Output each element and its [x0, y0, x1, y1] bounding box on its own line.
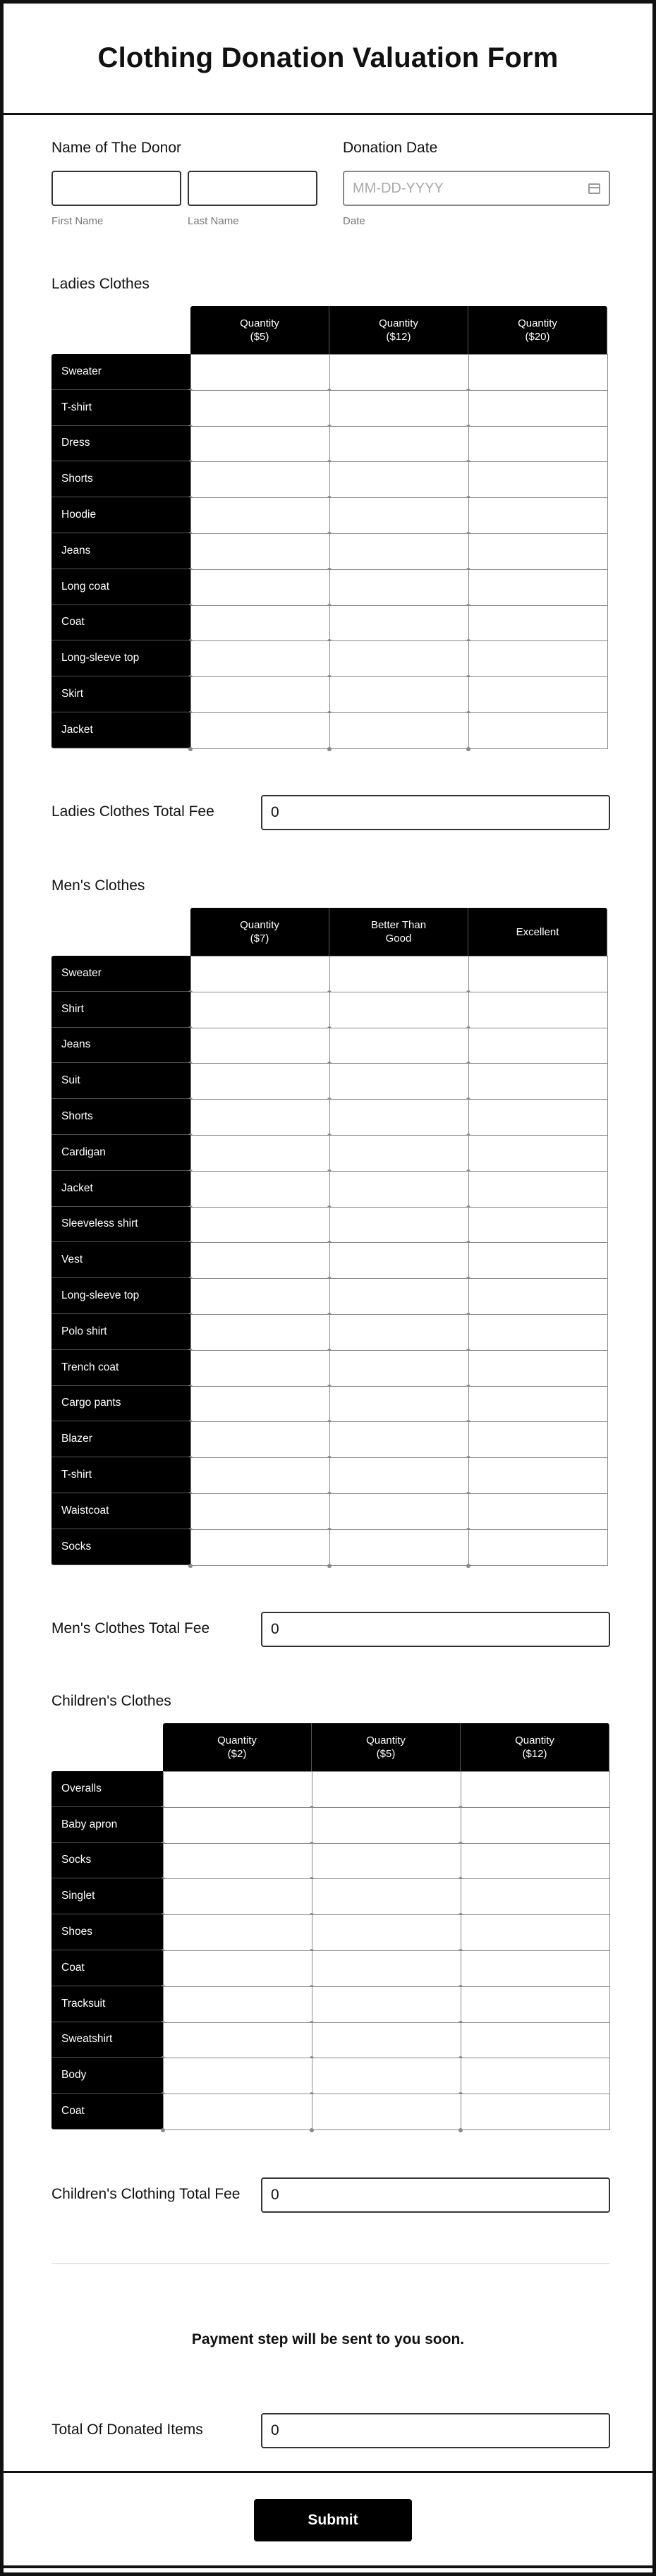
- children-quantity-cell[interactable]: [163, 1986, 312, 2023]
- men-quantity-cell[interactable]: [190, 1028, 330, 1064]
- ladies-quantity-cell[interactable]: [329, 605, 469, 642]
- children-quantity-cell[interactable]: [312, 1771, 461, 1808]
- ladies-quantity-cell[interactable]: [468, 354, 608, 391]
- children-quantity-cell[interactable]: [312, 1986, 461, 2023]
- children-quantity-cell[interactable]: [312, 1807, 461, 1844]
- men-row-label: Suit: [51, 1063, 190, 1099]
- men-row-label: Cargo pants: [51, 1386, 190, 1422]
- men-quantity-cell[interactable]: [190, 1278, 330, 1315]
- ladies-quantity-cell[interactable]: [329, 426, 469, 463]
- men-quantity-cell[interactable]: [329, 1457, 469, 1494]
- ladies-row-label: Sweater: [51, 354, 190, 390]
- men-quantity-cell[interactable]: [468, 1207, 608, 1244]
- men-quantity-cell[interactable]: [329, 1207, 469, 1244]
- men-row-label: Sleeveless shirt: [51, 1207, 190, 1243]
- children-quantity-cell[interactable]: [461, 1843, 610, 1880]
- men-quantity-cell[interactable]: [190, 1386, 330, 1423]
- donor-name-label: Name of The Donor: [51, 140, 182, 156]
- children-row-label: Shoes: [51, 1914, 163, 1950]
- men-row-label: Long-sleeve top: [51, 1278, 190, 1314]
- calendar-icon[interactable]: [588, 183, 600, 194]
- ladies-quantity-cell[interactable]: [190, 569, 330, 606]
- men-quantity-cell[interactable]: [468, 1171, 608, 1208]
- bottom-border: [4, 2565, 652, 2568]
- form-title: Clothing Donation Valuation Form: [97, 42, 559, 73]
- children-quantity-cell[interactable]: [461, 2022, 610, 2059]
- children-quantity-cell[interactable]: [163, 1807, 312, 1844]
- men-row-label: Vest: [51, 1242, 190, 1278]
- ladies-row-label: Dress: [51, 426, 190, 462]
- ladies-quantity-cell[interactable]: [329, 640, 469, 677]
- men-quantity-cell[interactable]: [190, 1242, 330, 1279]
- children-quantity-cell[interactable]: [312, 1950, 461, 1987]
- ladies-quantity-cell[interactable]: [329, 569, 469, 606]
- children-column-header: Quantity ($5): [312, 1723, 461, 1771]
- children-quantity-cell[interactable]: [163, 1843, 312, 1880]
- ladies-quantity-cell[interactable]: [329, 354, 469, 391]
- ladies-clothes-grid: [51, 306, 607, 748]
- ladies-quantity-cell[interactable]: [190, 390, 330, 427]
- ladies-quantity-cell[interactable]: [190, 712, 330, 749]
- ladies-quantity-cell[interactable]: [468, 676, 608, 713]
- men-quantity-cell[interactable]: [468, 1099, 608, 1136]
- men-quantity-cell[interactable]: [468, 1063, 608, 1100]
- ladies-quantity-cell[interactable]: [468, 569, 608, 606]
- men-quantity-cell[interactable]: [468, 956, 608, 992]
- men-quantity-cell[interactable]: [468, 992, 608, 1028]
- children-row-label: Sweatshirt: [51, 2022, 163, 2058]
- children-total-label: Children's Clothing Total Fee: [51, 2186, 241, 2202]
- ladies-quantity-cell[interactable]: [468, 426, 608, 463]
- men-quantity-cell[interactable]: [468, 1278, 608, 1315]
- men-quantity-cell[interactable]: [329, 1493, 469, 1530]
- donation-date-label: Donation Date: [343, 140, 438, 156]
- men-quantity-cell[interactable]: [468, 1421, 608, 1458]
- men-quantity-cell[interactable]: [329, 1099, 469, 1136]
- men-quantity-cell[interactable]: [468, 1350, 608, 1387]
- ladies-row-label: Long coat: [51, 569, 190, 605]
- ladies-row-label: Hoodie: [51, 497, 190, 533]
- men-quantity-cell[interactable]: [329, 1171, 469, 1208]
- donated-items-input[interactable]: 0: [261, 2413, 610, 2448]
- ladies-section-title: Ladies Clothes: [51, 276, 150, 292]
- men-quantity-cell[interactable]: [329, 1028, 469, 1064]
- men-quantity-cell[interactable]: [329, 1135, 469, 1172]
- children-quantity-cell[interactable]: [461, 2094, 610, 2130]
- men-total-input[interactable]: 0: [261, 1612, 610, 1647]
- children-quantity-cell[interactable]: [312, 1878, 461, 1915]
- men-total-label: Men's Clothes Total Fee: [51, 1620, 210, 1636]
- men-quantity-cell[interactable]: [329, 1314, 469, 1351]
- men-column-header: Excellent: [468, 908, 607, 956]
- men-row-label: Socks: [51, 1529, 190, 1565]
- men-row-label: Polo shirt: [51, 1314, 190, 1350]
- men-quantity-cell[interactable]: [329, 956, 469, 992]
- men-row-label: Shirt: [51, 992, 190, 1028]
- ladies-quantity-cell[interactable]: [468, 605, 608, 642]
- men-column-header: Better Than Good: [329, 908, 468, 956]
- ladies-quantity-cell[interactable]: [329, 497, 469, 534]
- children-row-label: Tracksuit: [51, 1986, 163, 2022]
- ladies-quantity-cell[interactable]: [468, 640, 608, 677]
- children-quantity-cell[interactable]: [461, 1950, 610, 1987]
- children-quantity-cell[interactable]: [461, 1986, 610, 2023]
- last-name-sublabel: Last Name: [188, 215, 239, 227]
- children-quantity-cell[interactable]: [461, 1878, 610, 1915]
- men-quantity-cell[interactable]: [190, 1529, 330, 1566]
- section-divider: [51, 2263, 610, 2264]
- children-row-label: Socks: [51, 1843, 163, 1879]
- men-quantity-cell[interactable]: [329, 1063, 469, 1100]
- men-quantity-cell[interactable]: [468, 1314, 608, 1351]
- children-quantity-cell[interactable]: [312, 2022, 461, 2059]
- ladies-quantity-cell[interactable]: [468, 461, 608, 498]
- children-quantity-cell[interactable]: [163, 1878, 312, 1915]
- men-quantity-cell[interactable]: [329, 992, 469, 1028]
- men-quantity-cell[interactable]: [190, 1350, 330, 1387]
- ladies-total-label: Ladies Clothes Total Fee: [51, 803, 214, 820]
- men-quantity-cell[interactable]: [190, 1171, 330, 1208]
- children-quantity-cell[interactable]: [163, 1771, 312, 1808]
- ladies-quantity-cell[interactable]: [329, 461, 469, 498]
- ladies-total-input[interactable]: 0: [261, 795, 610, 830]
- men-quantity-cell[interactable]: [190, 1099, 330, 1136]
- men-quantity-cell[interactable]: [329, 1278, 469, 1315]
- children-row-label: Body: [51, 2058, 163, 2094]
- men-row-label: Sweater: [51, 956, 190, 992]
- children-clothes-grid: [51, 1723, 609, 2130]
- children-quantity-cell[interactable]: [163, 1914, 312, 1951]
- men-quantity-cell[interactable]: [329, 1242, 469, 1279]
- men-quantity-cell[interactable]: [329, 1350, 469, 1387]
- children-row-label: Overalls: [51, 1771, 163, 1807]
- ladies-quantity-cell[interactable]: [190, 497, 330, 534]
- ladies-row-label: Skirt: [51, 676, 190, 712]
- ladies-row-label: Shorts: [51, 461, 190, 497]
- ladies-quantity-cell[interactable]: [329, 533, 469, 570]
- men-row-label: Jeans: [51, 1028, 190, 1064]
- children-section-title: Children's Clothes: [51, 1693, 171, 1709]
- ladies-quantity-cell[interactable]: [190, 605, 330, 642]
- men-quantity-cell[interactable]: [190, 956, 330, 992]
- men-quantity-cell[interactable]: [190, 992, 330, 1028]
- children-quantity-cell[interactable]: [163, 2094, 312, 2130]
- ladies-quantity-cell[interactable]: [329, 712, 469, 749]
- ladies-quantity-cell[interactable]: [468, 390, 608, 427]
- payment-note: Payment step will be sent to you soon.: [191, 2331, 465, 2347]
- ladies-row-label: Jacket: [51, 712, 190, 748]
- men-quantity-cell[interactable]: [468, 1493, 608, 1530]
- men-clothes-grid: [51, 908, 607, 1565]
- men-quantity-cell[interactable]: [190, 1457, 330, 1494]
- men-column-header: Quantity ($7): [190, 908, 329, 956]
- children-row-label: Coat: [51, 2094, 163, 2130]
- men-quantity-cell[interactable]: [329, 1386, 469, 1423]
- children-quantity-cell[interactable]: [461, 1771, 610, 1808]
- form-header: [4, 4, 652, 115]
- first-name-input[interactable]: [51, 171, 181, 206]
- men-row-label: Cardigan: [51, 1135, 190, 1171]
- men-quantity-cell[interactable]: [190, 1063, 330, 1100]
- ladies-quantity-cell[interactable]: [190, 533, 330, 570]
- men-quantity-cell[interactable]: [468, 1386, 608, 1423]
- children-quantity-cell[interactable]: [461, 2058, 610, 2094]
- ladies-quantity-cell[interactable]: [468, 497, 608, 534]
- ladies-quantity-cell[interactable]: [190, 354, 330, 391]
- men-row-label: Trench coat: [51, 1350, 190, 1386]
- men-quantity-cell[interactable]: [190, 1493, 330, 1530]
- last-name-input[interactable]: [188, 171, 317, 206]
- ladies-row-label: Long-sleeve top: [51, 640, 190, 676]
- ladies-row-label: Coat: [51, 605, 190, 641]
- men-row-label: T-shirt: [51, 1457, 190, 1493]
- donation-date-placeholder: MM-DD-YYYY: [353, 180, 444, 196]
- form-footer: [4, 2471, 652, 2576]
- men-quantity-cell[interactable]: [468, 1028, 608, 1064]
- donated-items-label: Total Of Donated Items: [51, 2422, 203, 2438]
- children-quantity-cell[interactable]: [312, 1914, 461, 1951]
- ladies-row-label: T-shirt: [51, 390, 190, 426]
- men-quantity-cell[interactable]: [468, 1135, 608, 1172]
- ladies-quantity-cell[interactable]: [329, 390, 469, 427]
- children-row-label: Singlet: [51, 1878, 163, 1914]
- children-row-label: Baby apron: [51, 1807, 163, 1843]
- children-quantity-cell[interactable]: [312, 2094, 461, 2130]
- men-row-label: Jacket: [51, 1171, 190, 1207]
- men-quantity-cell[interactable]: [190, 1207, 330, 1244]
- children-quantity-cell[interactable]: [461, 1914, 610, 1951]
- men-quantity-cell[interactable]: [190, 1135, 330, 1172]
- children-column-header: Quantity ($2): [163, 1723, 312, 1771]
- ladies-column-header: Quantity ($20): [468, 306, 607, 354]
- children-row-label: Coat: [51, 1950, 163, 1986]
- children-total-input[interactable]: 0: [261, 2177, 610, 2213]
- men-row-label: Shorts: [51, 1099, 190, 1135]
- first-name-sublabel: First Name: [51, 215, 104, 227]
- men-quantity-cell[interactable]: [190, 1314, 330, 1351]
- ladies-quantity-cell[interactable]: [190, 676, 330, 713]
- ladies-quantity-cell[interactable]: [468, 533, 608, 570]
- men-quantity-cell[interactable]: [190, 1421, 330, 1458]
- ladies-row-label: Jeans: [51, 533, 190, 569]
- ladies-quantity-cell[interactable]: [190, 461, 330, 498]
- men-quantity-cell[interactable]: [329, 1529, 469, 1566]
- children-quantity-cell[interactable]: [312, 1843, 461, 1880]
- ladies-quantity-cell[interactable]: [190, 426, 330, 463]
- men-quantity-cell[interactable]: [468, 1529, 608, 1566]
- children-quantity-cell[interactable]: [163, 2022, 312, 2059]
- children-quantity-cell[interactable]: [312, 2058, 461, 2094]
- men-section-title: Men's Clothes: [51, 877, 145, 894]
- men-quantity-cell[interactable]: [329, 1421, 469, 1458]
- ladies-column-header: Quantity ($5): [190, 306, 329, 354]
- men-row-label: Blazer: [51, 1421, 190, 1457]
- children-quantity-cell[interactable]: [163, 2058, 312, 2094]
- submit-button[interactable]: Submit: [254, 2499, 412, 2541]
- ladies-quantity-cell[interactable]: [190, 640, 330, 677]
- ladies-column-header: Quantity ($12): [329, 306, 468, 354]
- men-quantity-cell[interactable]: [468, 1242, 608, 1279]
- ladies-quantity-cell[interactable]: [468, 712, 608, 749]
- donation-date-sublabel: Date: [343, 215, 365, 227]
- children-quantity-cell[interactable]: [163, 1950, 312, 1987]
- children-column-header: Quantity ($12): [461, 1723, 609, 1771]
- men-row-label: Waistcoat: [51, 1493, 190, 1529]
- donation-date-input[interactable]: [343, 171, 610, 206]
- men-quantity-cell[interactable]: [468, 1457, 608, 1494]
- ladies-quantity-cell[interactable]: [329, 676, 469, 713]
- children-quantity-cell[interactable]: [461, 1807, 610, 1844]
